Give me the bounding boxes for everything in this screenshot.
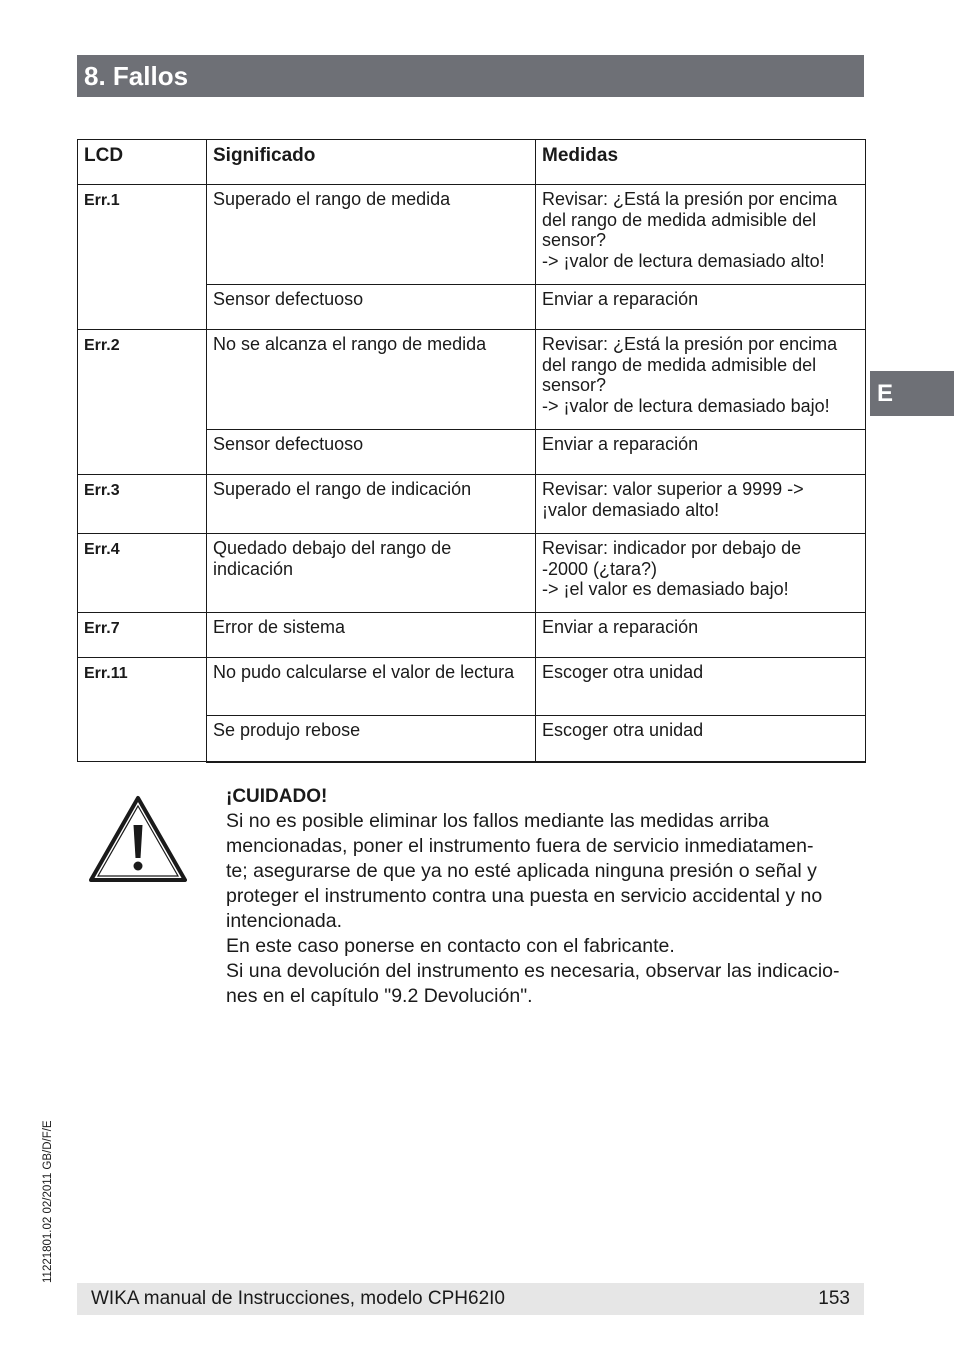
warning-line: Si no es posible eliminar los fallos mediante las medidas arriba — [226, 810, 770, 832]
medidas-line: Enviar a reparación — [542, 434, 699, 454]
medidas-cell — [536, 185, 866, 285]
medidas-line: del rango de medida admisible del — [542, 209, 817, 230]
medidas-line: Revisar: ¿Está la presión por encima — [542, 334, 838, 354]
footer-text: WIKA manual de Instrucciones, modelo CPH62I0 — [91, 1288, 505, 1309]
warning-line: En este caso ponerse en contacto con el fabricante. — [226, 935, 675, 957]
warning-title: ¡CUIDADO! — [226, 786, 328, 807]
medidas-line: sensor? — [542, 230, 607, 250]
significado-cell: Se produjo rebose — [207, 716, 536, 762]
significado-cell: Superado el rango de indicación — [207, 475, 536, 534]
section-header — [77, 55, 864, 97]
medidas-line: Revisar: ¿Está la presión por encima — [542, 189, 838, 209]
medidas-line: del rango de medida admisible del — [542, 354, 817, 375]
significado-cell: No se alcanza el rango de medida — [207, 330, 536, 430]
lcd-code-cell: Err.11 — [78, 658, 207, 762]
medidas-cell — [536, 285, 866, 330]
document-code: 11221801.02 02/2011 GB/D/F/E — [42, 1120, 54, 1283]
page-number: 153 — [818, 1288, 850, 1309]
faults-table-body — [78, 185, 866, 762]
lcd-code-cell: Err.1 — [78, 185, 207, 330]
lcd-code-cell: Err.7 — [78, 613, 207, 658]
medidas-line: Revisar: valor superior a 9999 -> — [542, 479, 804, 499]
warning-line: te; asegurarse de que ya no esté aplicada ninguna presión o señal y — [226, 860, 817, 882]
medidas-line: Revisar: indicador por debajo de — [542, 538, 802, 558]
table-header-row — [78, 140, 866, 185]
table-row — [78, 534, 866, 613]
medidas-cell — [536, 716, 866, 762]
section-title: 8. Fallos — [84, 61, 189, 91]
table-row — [78, 185, 866, 285]
medidas-cell — [536, 534, 866, 613]
medidas-cell — [536, 613, 866, 658]
medidas-line: Enviar a reparación — [542, 617, 699, 637]
warning-line: mencionadas, poner el instrumento fuera de servicio inmediatamen- — [226, 835, 814, 857]
page-footer — [77, 1283, 864, 1315]
column-header-significado: Significado — [207, 140, 536, 185]
medidas-line: ¡valor demasiado alto! — [542, 499, 720, 520]
warning-line: intencionada. — [226, 910, 343, 932]
medidas-line: -> ¡valor de lectura demasiado bajo! — [542, 395, 830, 416]
language-tab-label: E — [877, 380, 894, 407]
lcd-code-cell: Err.2 — [78, 330, 207, 475]
language-tab — [870, 371, 954, 416]
warning-box — [226, 784, 866, 1009]
table-row — [78, 613, 866, 658]
medidas-line: -> ¡valor de lectura demasiado alto! — [542, 250, 825, 271]
medidas-cell — [536, 330, 866, 430]
warning-line: nes en el capítulo "9.2 Devolución". — [226, 985, 533, 1007]
significado-cell: Error de sistema — [207, 613, 536, 658]
significado-cell: Quedado debajo del rango de indicación — [207, 534, 536, 613]
significado-cell: No pudo calcularse el valor de lectura — [207, 658, 536, 716]
medidas-cell — [536, 475, 866, 534]
medidas-line: Escoger otra unidad — [542, 720, 704, 740]
significado-cell: Sensor defectuoso — [207, 430, 536, 475]
table-row — [78, 330, 866, 430]
medidas-line: -> ¡el valor es demasiado bajo! — [542, 579, 789, 599]
warning-triangle-icon — [89, 795, 187, 883]
table-row — [78, 658, 866, 716]
significado-cell: Sensor defectuoso — [207, 285, 536, 330]
warning-line: proteger el instrumento contra una puesta en servicio accidental y no — [226, 885, 823, 907]
table-row — [78, 475, 866, 534]
medidas-line: -2000 (¿tara?) — [542, 558, 658, 579]
faults-table — [77, 139, 866, 763]
column-header-medidas: Medidas — [536, 140, 866, 185]
medidas-line: Escoger otra unidad — [542, 662, 704, 682]
medidas-cell — [536, 658, 866, 716]
medidas-cell — [536, 430, 866, 475]
lcd-code-cell: Err.3 — [78, 475, 207, 534]
lcd-code-cell: Err.4 — [78, 534, 207, 613]
column-header-lcd: LCD — [78, 140, 207, 185]
medidas-line: sensor? — [542, 375, 607, 395]
significado-cell: Superado el rango de medida — [207, 185, 536, 285]
medidas-line: Enviar a reparación — [542, 289, 699, 309]
warning-line: Si una devolución del instrumento es necesaria, observar las indicacio- — [226, 960, 840, 982]
